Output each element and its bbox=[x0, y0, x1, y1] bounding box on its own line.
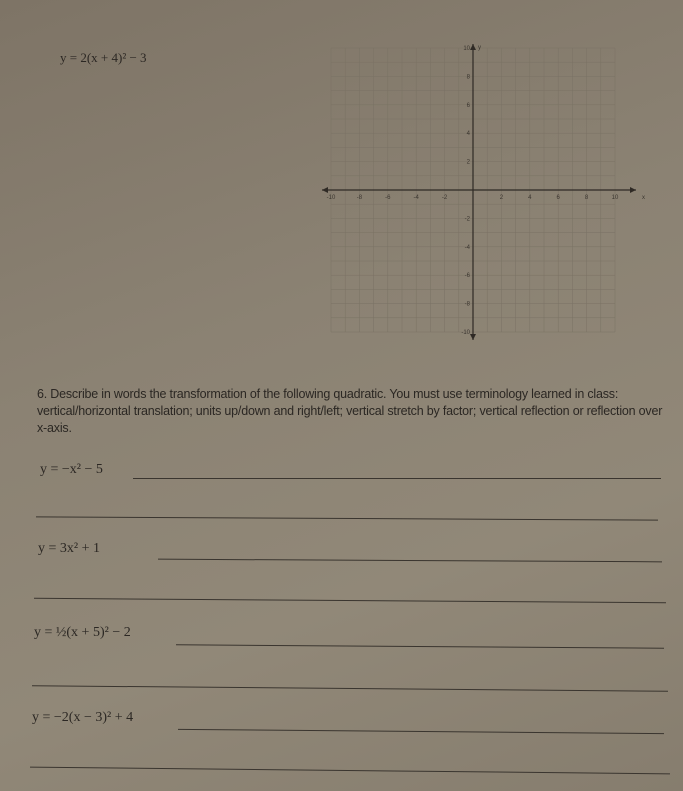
answer-line-4b[interactable] bbox=[30, 767, 670, 775]
answer-line-3a[interactable] bbox=[176, 644, 664, 648]
question-prompt: 6. Describe in words the transformation of the following quadratic. You must use terminology learned in class: vertical/horizontal translation; units up/down and right/left; vertical stretch by factor; vertical reflection or reflection over x-axis. bbox=[37, 387, 663, 435]
x-tick-label: 10 bbox=[611, 195, 619, 201]
equation-1: y = −x² − 5 bbox=[40, 462, 103, 477]
y-tick-label: -8 bbox=[464, 301, 470, 308]
x-tick-label: -6 bbox=[385, 195, 391, 201]
equation-4: y = −2(x − 3)² + 4 bbox=[32, 710, 134, 725]
x-tick-label: 2 bbox=[499, 195, 504, 201]
y-tick-label: -10 bbox=[461, 330, 470, 336]
y-tick-label: -4 bbox=[464, 244, 470, 251]
y-tick-label: 10 bbox=[463, 46, 470, 52]
y-tick-label: 6 bbox=[466, 102, 470, 109]
x-tick-label: -4 bbox=[413, 195, 419, 201]
answer-line-1b[interactable] bbox=[36, 516, 658, 520]
top-equation: y = 2(x + 4)² − 3 bbox=[60, 50, 147, 65]
x-tick-label: -10 bbox=[326, 195, 336, 201]
y-tick-label: 8 bbox=[466, 74, 470, 81]
x-tick-label: 6 bbox=[556, 195, 560, 201]
answer-line-2b[interactable] bbox=[34, 598, 666, 603]
x-axis-label: x bbox=[642, 195, 645, 201]
equation-3: y = ½(x + 5)² − 2 bbox=[34, 625, 131, 640]
y-tick-label: 2 bbox=[466, 159, 470, 166]
x-tick-label: -2 bbox=[441, 195, 448, 201]
x-tick-label: -8 bbox=[356, 195, 363, 201]
coordinate-grid bbox=[318, 40, 648, 350]
y-tick-label: 4 bbox=[466, 131, 470, 138]
x-tick-label: 4 bbox=[528, 195, 532, 201]
answer-line-2a[interactable] bbox=[158, 559, 662, 563]
equation-2: y = 3x² + 1 bbox=[38, 541, 100, 556]
answer-line-3b[interactable] bbox=[32, 685, 668, 692]
y-axis-label: y bbox=[478, 45, 481, 51]
answer-line-1a[interactable] bbox=[133, 478, 661, 479]
answer-line-4a[interactable] bbox=[178, 729, 664, 734]
y-tick-label: -6 bbox=[464, 273, 470, 280]
y-tick-label: -2 bbox=[464, 216, 470, 223]
x-tick-label: 8 bbox=[584, 195, 589, 201]
